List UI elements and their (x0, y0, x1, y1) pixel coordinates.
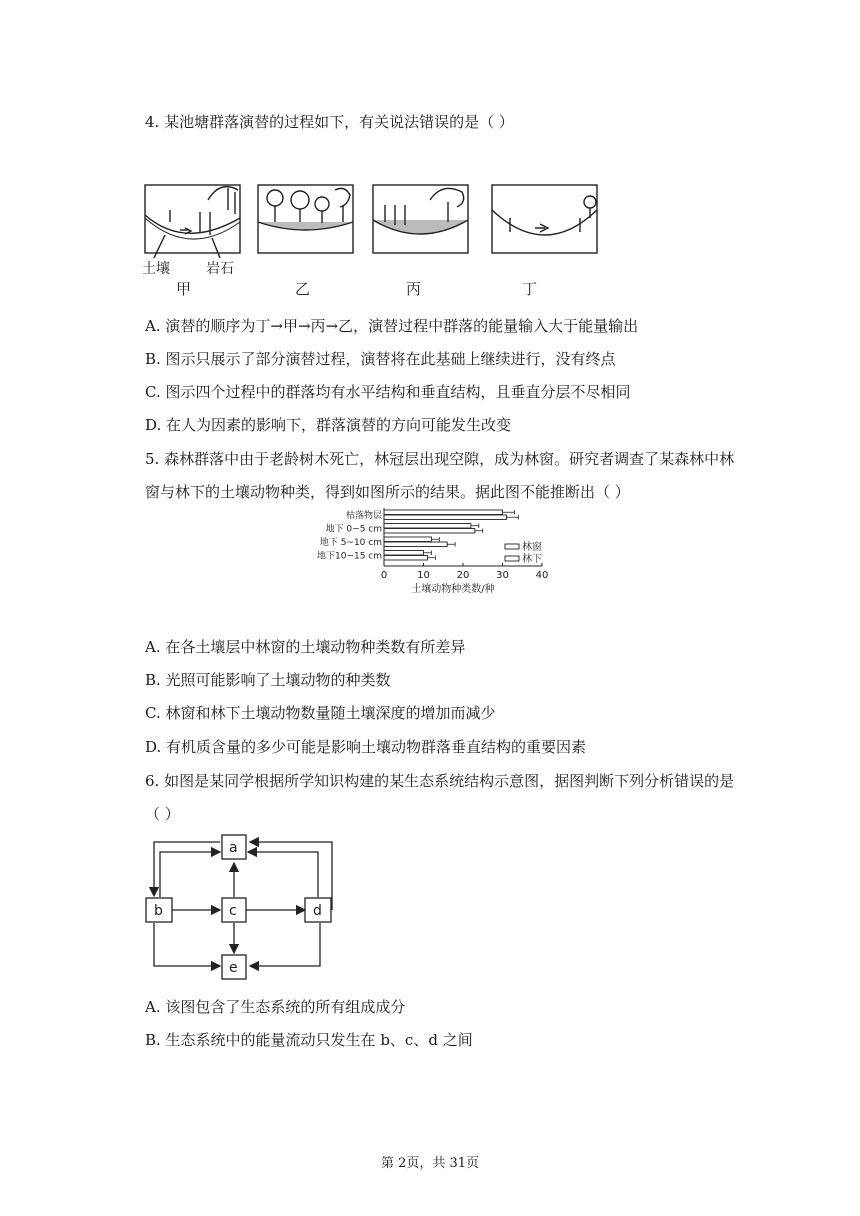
bar (384, 542, 447, 547)
x-tick-label: 0 (380, 570, 388, 581)
q4-option-d: D. 在人为因素的影响下，群落演替的方向可能发生改变 (145, 416, 512, 434)
node-e: e (229, 960, 238, 976)
q5-option-d: D. 有机质含量的多少可能是影响土壤动物群落垂直结构的重要因素 (145, 738, 587, 756)
q6-ecosystem-diagram (140, 830, 340, 980)
q5-stem-line2: 窗与林下的土壤动物种类，得到如图所示的结果。据此图不能推断出（ ） (145, 483, 630, 501)
q5-stem-line1: 5. 森林群落中由于老龄树木死亡，林冠层出现空隙，成为林窗。研究者调查了某森林中林 (145, 450, 735, 468)
category-label: 枯落物层 (345, 511, 382, 521)
category-label: 地下 5~10 cm (319, 538, 382, 548)
q4-option-c: C. 图示四个过程中的群落均有水平结构和垂直结构，且垂直分层不尽相同 (145, 383, 631, 401)
bar (384, 529, 475, 534)
category-label: 地下10~15 cm (316, 551, 382, 562)
q6-stem-line2: （ ） (145, 805, 180, 823)
x-tick-label: 20 (456, 570, 470, 581)
q5-option-a: A. 在各土壤层中林窗的土壤动物种类数有所差异 (145, 638, 466, 656)
bar (384, 556, 427, 561)
node-d: d (313, 903, 322, 919)
label-soil: 土壤 (142, 261, 170, 277)
label-yi: 乙 (295, 280, 311, 298)
panel-bing (373, 185, 468, 253)
legend-swatch (505, 556, 519, 561)
q4-succession-figure (140, 180, 610, 298)
category-label: 地下 0~5 cm (325, 524, 382, 535)
bar (384, 551, 424, 556)
q4-option-b: B. 图示只展示了部分演替过程，演替将在此基础上继续进行，没有终点 (145, 350, 616, 368)
x-tick-label: 30 (496, 570, 509, 581)
panel-ding (492, 185, 597, 253)
legend-label: 林窗 (522, 542, 542, 553)
bar (384, 515, 506, 520)
x-tick-label: 40 (535, 570, 549, 581)
q4-stem: 4. 某池塘群落演替的过程如下，有关说法错误的是（ ） (145, 113, 514, 131)
node-c: c (229, 903, 237, 919)
label-jia: 甲 (176, 280, 192, 298)
bar (384, 510, 503, 515)
page-footer: 第 2页，共 31页 (380, 1156, 480, 1171)
x-tick-label: 10 (417, 570, 430, 581)
q4-option-a: A. 演替的顺序为丁→甲→丙→乙，演替过程中群落的能量输入大于能量输出 (145, 317, 639, 335)
q5-bar-chart (300, 505, 570, 603)
bar (384, 524, 471, 529)
panel-jia (145, 185, 240, 258)
q6-stem-line1: 6. 如图是某同学根据所学知识构建的某生态系统结构示意图，据图判断下列分析错误的是 (145, 772, 735, 790)
label-ding: 丁 (522, 280, 538, 298)
x-axis-label: 土壤动物种类数/种 (411, 584, 495, 595)
q5-option-b: B. 光照可能影响了土壤动物的种类数 (145, 671, 391, 689)
panel-yi (258, 185, 353, 253)
legend-label: 林下 (522, 554, 542, 565)
label-rock: 岩石 (206, 261, 234, 277)
q6-option-a: A. 该图包含了生态系统的所有组成成分 (145, 998, 406, 1016)
legend-swatch (505, 544, 519, 549)
q6-option-b: B. 生态系统中的能量流动只发生在 b、c、d 之间 (145, 1031, 473, 1049)
bar (384, 537, 431, 542)
node-a: a (229, 840, 238, 856)
q5-option-c: C. 林窗和林下土壤动物数量随土壤深度的增加而减少 (145, 704, 496, 722)
node-b: b (154, 903, 163, 919)
label-bing: 丙 (406, 280, 422, 298)
